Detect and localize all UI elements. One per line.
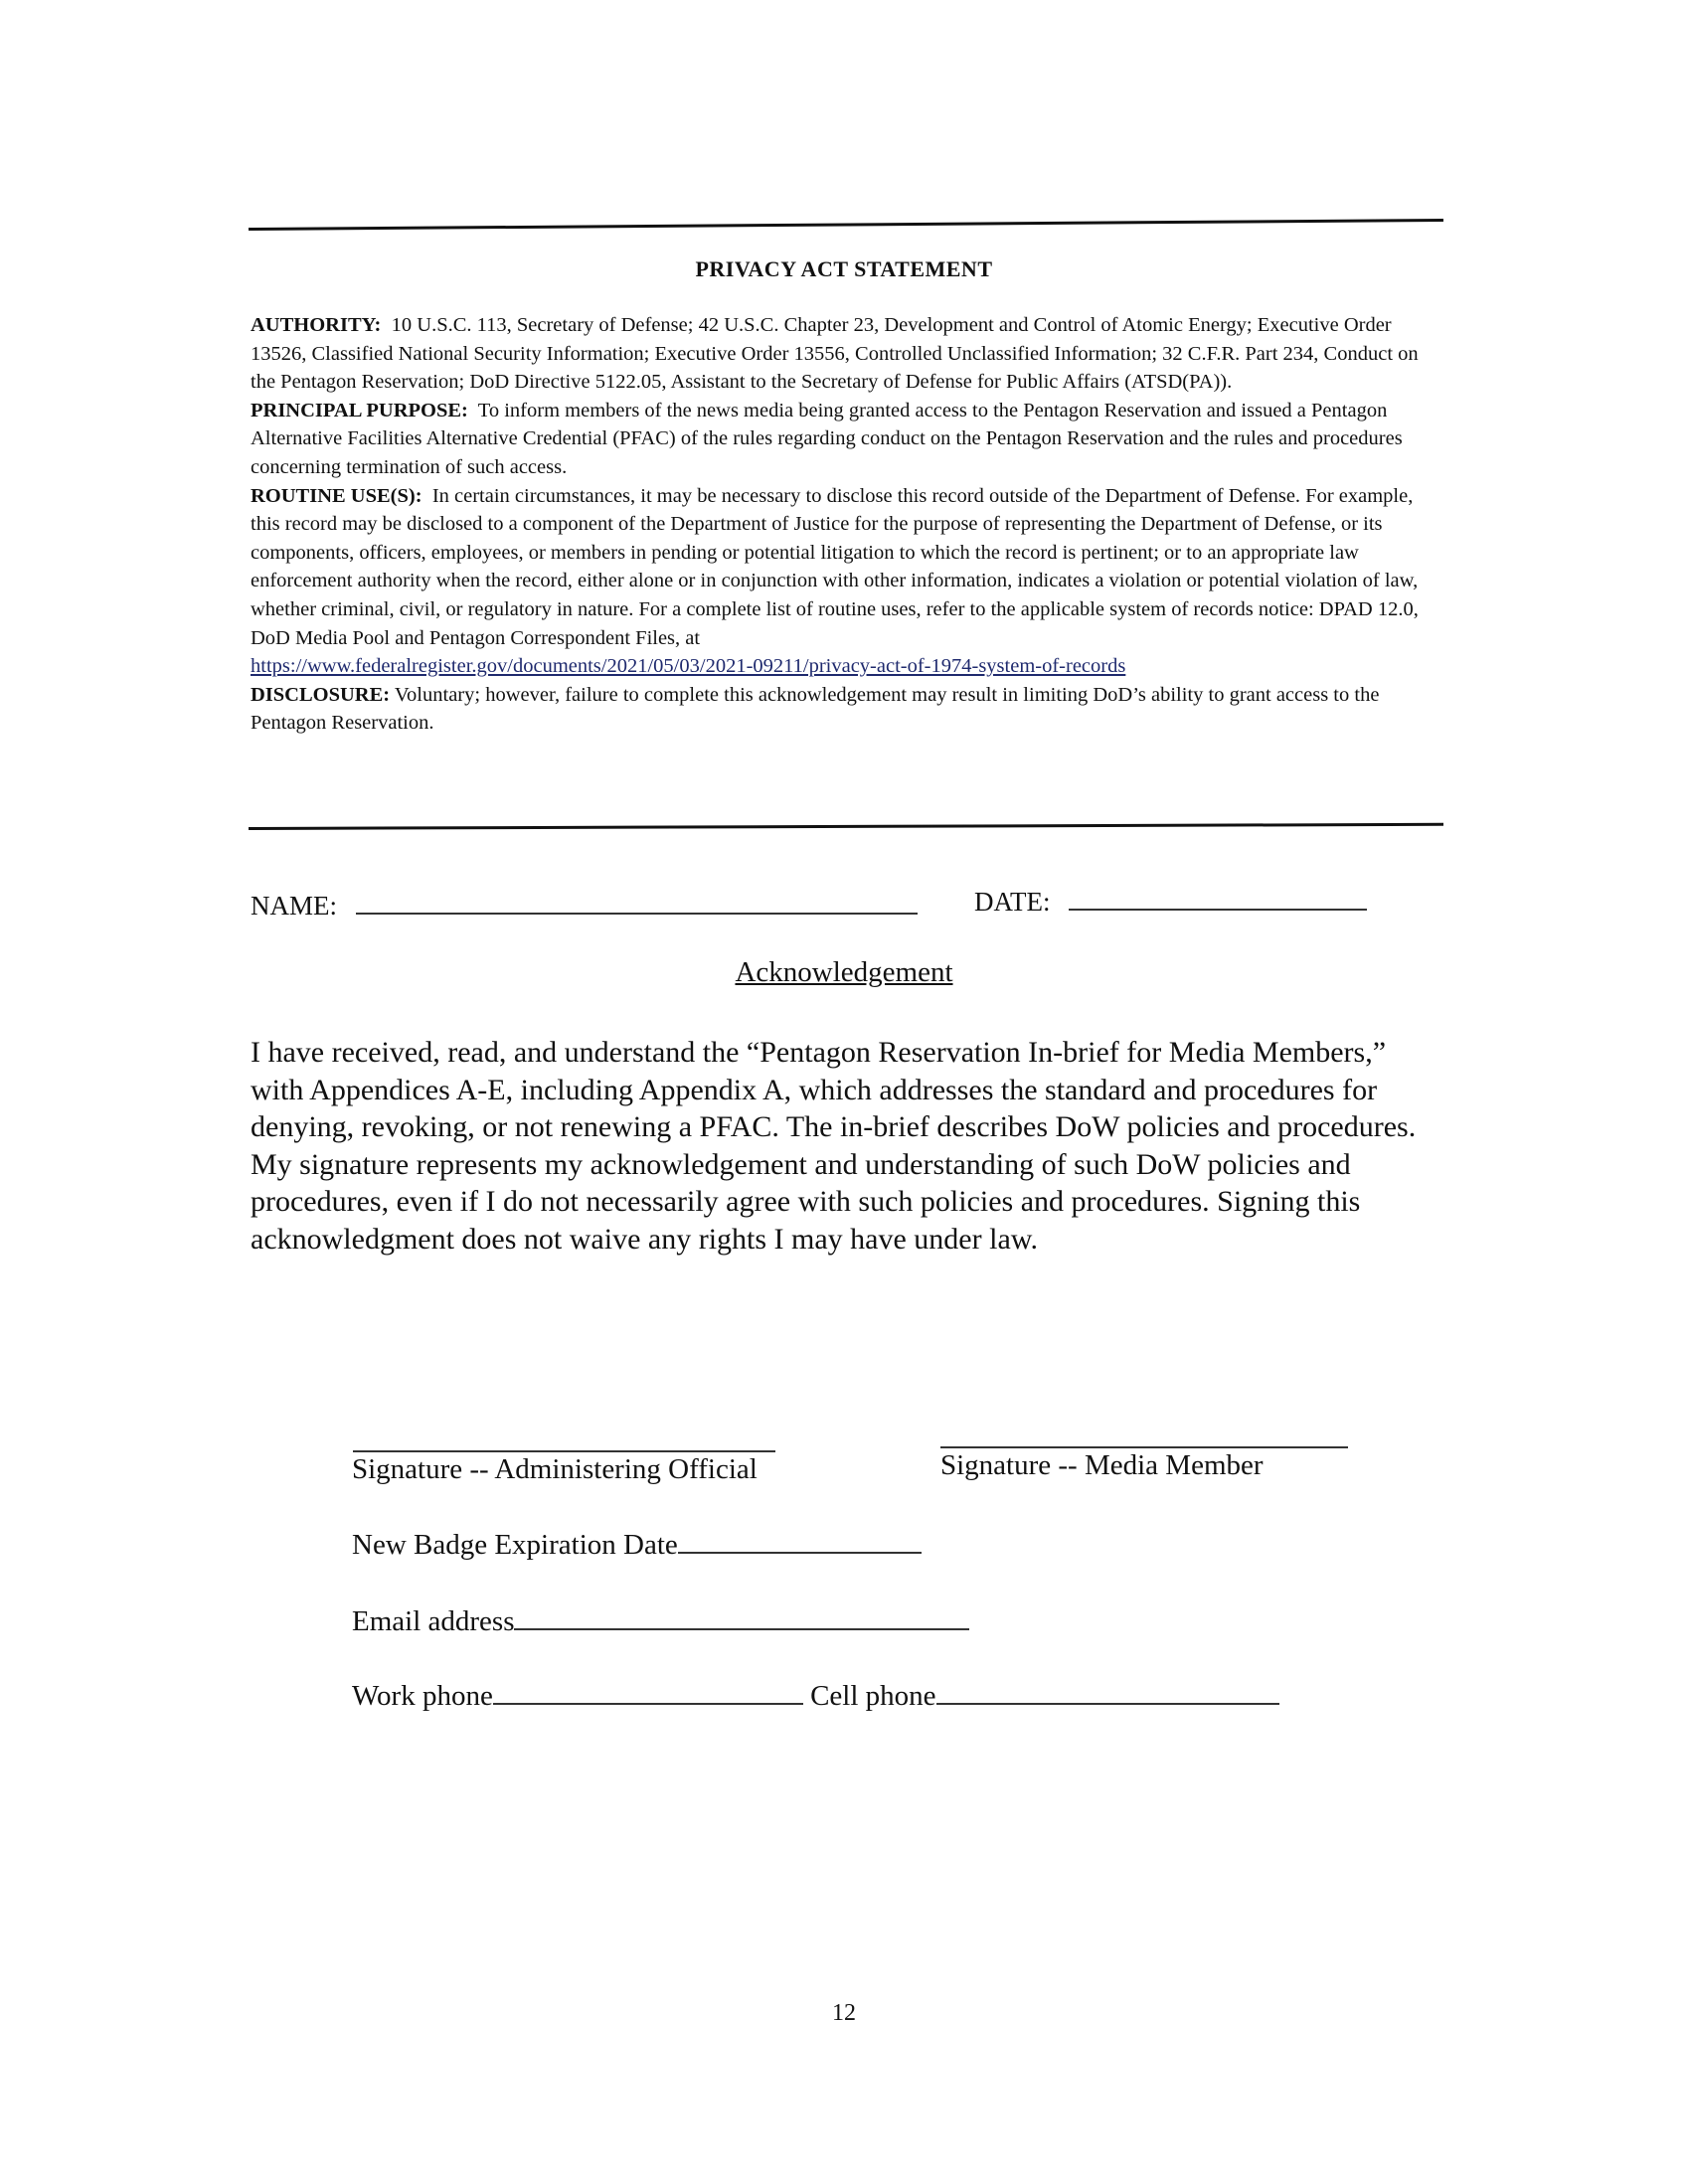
media-signature-label: Signature -- Media Member: [940, 1449, 1264, 1481]
email-label: Email address: [352, 1605, 515, 1637]
disclosure-label: DISCLOSURE:: [251, 683, 391, 706]
authority-section: [251, 311, 1443, 397]
routine-use-label: ROUTINE USE(S):: [251, 484, 422, 507]
badge-expiration-label: New Badge Expiration Date: [352, 1529, 678, 1561]
badge-expiration-line[interactable]: [678, 1551, 922, 1554]
date-label: DATE:: [974, 887, 1051, 917]
purpose-label: PRINCIPAL PURPOSE:: [251, 399, 468, 421]
email-field: [352, 1605, 969, 1638]
page-number: 12: [832, 2000, 856, 2026]
work-phone-line[interactable]: [493, 1702, 803, 1705]
privacy-act-statement: [251, 311, 1443, 738]
bottom-divider: [249, 823, 1443, 830]
cell-phone-line[interactable]: [936, 1702, 1279, 1705]
authority-label: AUTHORITY:: [251, 314, 382, 336]
routine-use-text: In certain circumstances, it may be necessary to disclose this record outside of the Department of Defense. For example, this record may be disclosed to a component of the Department of Justice for the purpose of representing the Department of Defense, or its components, officers, employees, or members in pending or potential litigation to which the record is pertinent; or to an appropriate law enforcement authority when the record, either alone or in conjunction with other information, indicates a violation or potential violation of law, whether criminal, civil, or regulatory in nature. For a complete list of routine uses, refer to the applicable system of records notice: DPAD 12.0, DoD Media Pool and Pentagon Correspondent Files, at: [251, 484, 1419, 649]
email-line[interactable]: [514, 1627, 969, 1630]
work-phone-label: Work phone: [352, 1680, 493, 1712]
official-signature-label: Signature -- Administering Official: [352, 1453, 758, 1485]
top-divider: [249, 219, 1443, 231]
date-field: [974, 887, 1367, 918]
official-signature-line[interactable]: [353, 1450, 775, 1452]
name-field: [251, 891, 918, 922]
acknowledgement-title: Acknowledgement: [735, 956, 953, 988]
acknowledgement-body: I have received, read, and understand the “Pentagon Reservation In-brief for Media Members,” with Appendices A-E, including Appendix A, which addresses the standard and procedures for denying, revoking, or not renewing a PFAC. The in-brief describes DoW policies and procedures. My signature represents my acknowledgement and understanding of such DoW policies and procedures, even if I do not necessarily agree with such policies and procedures. Signing this acknowledgment does not waive any rights I may have under law.: [251, 1036, 1417, 1256]
phone-fields: [352, 1680, 1279, 1713]
authority-text: 10 U.S.C. 113, Secretary of Defense; 42 U.S.C. Chapter 23, Development and Control of Atomic Energy; Executive Order 13526, Classified National Security Information; Executive Order 13556, Controlled Unclassified Information; 32 C.F.R. Part 234, Conduct on the Pentagon Reservation; DoD Directive 5122.05, Assistant to the Secretary of Defense for Public Affairs (ATSD(PA)).: [251, 314, 1419, 394]
cell-phone-label: Cell phone: [810, 1680, 936, 1712]
federal-register-link[interactable]: https://www.federalregister.gov/documents/2021/05/03/2021-09211/privacy-act-of-1974-system-of-records: [251, 655, 1126, 678]
privacy-act-title: PRIVACY ACT STATEMENT: [695, 256, 993, 281]
routine-use-section: [251, 482, 1443, 681]
badge-expiration-field: [352, 1529, 922, 1562]
purpose-text: To inform members of the news media being granted access to the Pentagon Reservation and issued a Pentagon Alternative Facilities Alternative Credential (PFAC) of the rules regarding conduct on the Pentagon Reservation and the rules and procedures concerning termination of such access.: [251, 399, 1403, 478]
name-label: NAME:: [251, 891, 337, 921]
disclosure-section: [251, 681, 1443, 738]
media-signature-line[interactable]: [940, 1446, 1348, 1448]
date-input-line[interactable]: [1069, 908, 1367, 911]
disclosure-text: Voluntary; however, failure to complete this acknowledgement may result in limiting DoD’s ability to grant access to the Pentagon Reservation.: [251, 683, 1380, 735]
purpose-section: [251, 397, 1443, 482]
name-input-line[interactable]: [356, 912, 918, 915]
